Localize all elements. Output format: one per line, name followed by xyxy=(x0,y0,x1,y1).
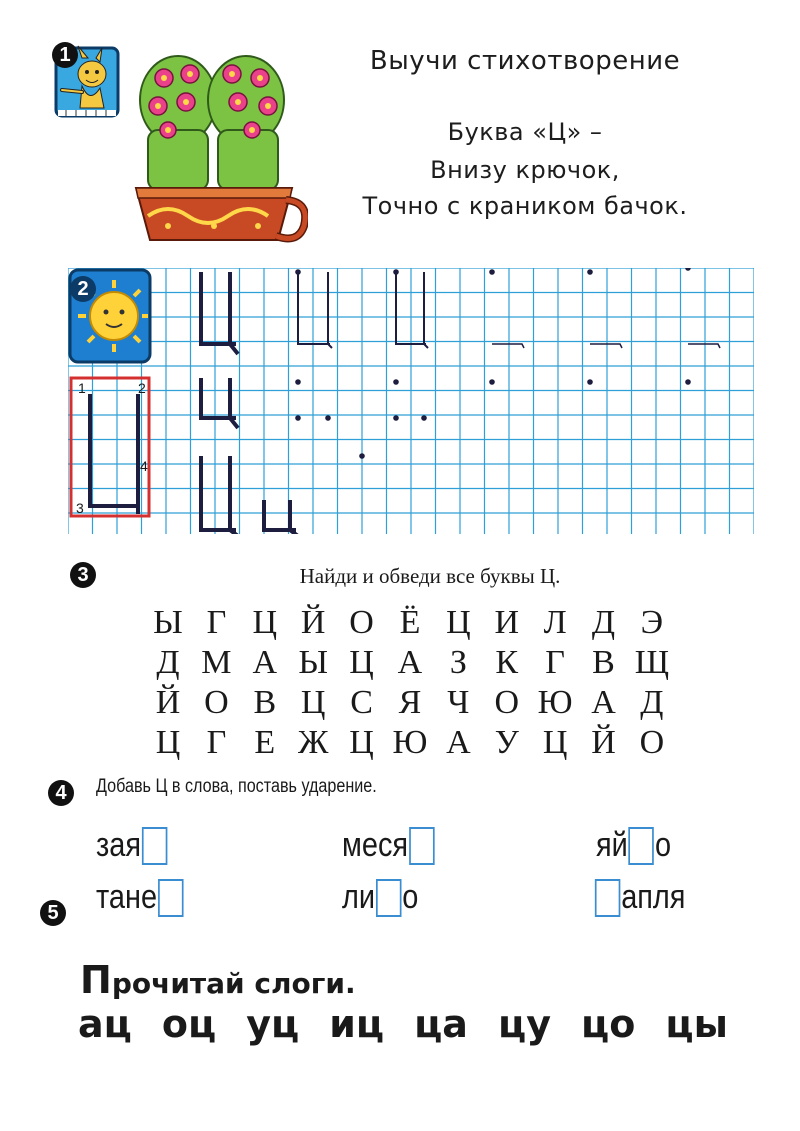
task-3-title: Найди и обведи все буквы Ц. xyxy=(299,564,561,588)
search-letter[interactable]: Й xyxy=(155,684,181,721)
stroke-label-1: 1 xyxy=(78,380,86,396)
stroke-label-3: 3 xyxy=(76,500,84,516)
letter-box[interactable] xyxy=(595,879,621,917)
title-initial: П xyxy=(80,958,112,1002)
word-part: ли xyxy=(342,878,376,916)
search-letter[interactable]: В xyxy=(253,684,277,721)
poem-line-1: Буква «Ц» – xyxy=(447,118,603,146)
task-1-badge: 1 xyxy=(52,42,78,68)
search-letter[interactable]: Ж xyxy=(297,724,329,761)
search-letter[interactable]: Э xyxy=(640,604,664,641)
search-letter[interactable]: Д xyxy=(640,684,664,721)
search-letter[interactable]: Й xyxy=(591,724,616,761)
word-part: о xyxy=(654,826,672,864)
letter-box[interactable] xyxy=(142,827,168,865)
word-zayats xyxy=(96,826,168,865)
search-letter[interactable]: Ы xyxy=(153,604,183,641)
search-letter[interactable]: Ц xyxy=(542,724,568,761)
word-litso xyxy=(342,878,418,917)
poem-line-2: Внизу крючок, xyxy=(430,156,620,184)
search-letter[interactable]: Ю xyxy=(392,724,428,761)
task-5-title xyxy=(80,958,356,1002)
search-letter[interactable]: Ц xyxy=(446,604,471,641)
task-4-instruction: Добавь Ц в слова, поставь ударение. xyxy=(96,776,377,797)
syllable: ца xyxy=(414,1002,468,1046)
search-letter[interactable]: Г xyxy=(206,724,227,761)
word-part: о xyxy=(402,878,419,916)
search-letter[interactable]: А xyxy=(446,724,471,761)
task-2-badge: 2 xyxy=(70,276,96,302)
writing-practice-grid xyxy=(68,268,754,539)
search-letter[interactable]: Я xyxy=(398,684,422,721)
task-5-badge: 5 xyxy=(40,900,66,926)
stroke-label-4: 4 xyxy=(140,458,148,474)
search-letter[interactable]: Щ xyxy=(634,644,670,681)
search-letter[interactable]: Е xyxy=(254,724,276,761)
word-part: апля xyxy=(621,878,686,916)
search-letter[interactable]: Ы xyxy=(298,644,328,681)
search-letter[interactable]: Л xyxy=(543,604,567,641)
word-part: тане xyxy=(96,878,158,916)
letter-row-4 xyxy=(150,724,670,762)
word-part: меся xyxy=(342,826,409,864)
task-3-badge: 3 xyxy=(70,562,96,588)
letter-row-1 xyxy=(150,604,670,642)
letter-box[interactable] xyxy=(376,879,402,917)
syllable: оц xyxy=(161,1002,217,1046)
search-letter[interactable]: И xyxy=(494,604,520,641)
search-letter[interactable]: Ц xyxy=(252,604,278,641)
search-letter[interactable]: С xyxy=(350,684,373,721)
search-letter[interactable]: У xyxy=(494,724,519,761)
search-letter[interactable]: М xyxy=(201,644,232,681)
syllable: цо xyxy=(581,1002,636,1046)
search-letter[interactable]: А xyxy=(397,644,423,681)
letter-box[interactable] xyxy=(158,879,184,917)
search-letter[interactable]: О xyxy=(494,684,520,721)
search-letter[interactable]: Ю xyxy=(537,684,573,721)
search-letter[interactable]: Г xyxy=(206,604,227,641)
poem-title: Выучи стихотворение xyxy=(369,46,681,76)
syllables-row xyxy=(78,1002,728,1046)
title-rest: рочитай слоги. xyxy=(111,967,356,1000)
search-letter[interactable]: О xyxy=(639,724,665,761)
poem-line-3: Точно с краником бачок. xyxy=(362,192,688,220)
search-letter[interactable]: Ц xyxy=(349,644,374,681)
task-4-badge: 4 xyxy=(48,780,74,806)
syllable: уц xyxy=(246,1002,300,1046)
syllable: цу xyxy=(498,1002,551,1046)
letter-row-3 xyxy=(150,684,670,722)
search-letter[interactable]: О xyxy=(204,684,229,721)
search-letter[interactable]: А xyxy=(252,644,278,681)
search-letter[interactable]: Д xyxy=(156,644,180,681)
search-letter[interactable]: З xyxy=(449,644,467,681)
search-letter[interactable]: А xyxy=(591,684,616,721)
word-tanets xyxy=(96,878,184,917)
word-part: зая xyxy=(96,826,141,864)
search-letter[interactable]: Ц xyxy=(155,724,181,761)
search-letter[interactable]: Д xyxy=(591,604,616,641)
word-yaytso xyxy=(596,826,671,865)
syllable: ац xyxy=(78,1002,132,1046)
search-letter[interactable]: Ц xyxy=(300,684,326,721)
search-letter[interactable]: Ч xyxy=(447,684,470,721)
flower-pot-illustration xyxy=(128,50,308,250)
word-tsaplya xyxy=(594,878,685,917)
search-letter[interactable]: Ё xyxy=(399,604,421,641)
word-mesyats xyxy=(342,826,435,865)
stroke-order-frame xyxy=(71,378,149,516)
word-part: яй xyxy=(596,826,628,864)
search-letter[interactable]: Г xyxy=(545,644,565,681)
letter-box[interactable] xyxy=(629,827,655,865)
letter-row-2 xyxy=(150,644,670,682)
syllable: цы xyxy=(665,1002,728,1046)
syllable: иц xyxy=(329,1002,385,1046)
stroke-label-2: 2 xyxy=(138,380,146,396)
search-letter[interactable]: В xyxy=(592,644,615,681)
search-letter[interactable]: К xyxy=(495,644,519,681)
search-letter[interactable]: Й xyxy=(300,604,326,641)
letter-box[interactable] xyxy=(409,827,435,865)
search-letter[interactable]: Ц xyxy=(349,724,374,761)
search-letter[interactable]: О xyxy=(349,604,374,641)
